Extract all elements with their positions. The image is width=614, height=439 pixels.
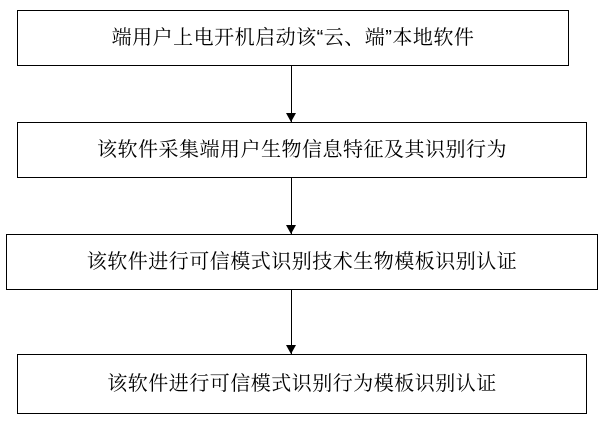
flowchart-node-step-4: [17, 354, 587, 414]
arrow-down-icon: [286, 345, 296, 354]
flowchart-node-step-3: [6, 234, 598, 290]
arrow-down-icon: [286, 225, 296, 234]
flowchart-node-step-2: [17, 122, 587, 178]
flowchart-node-step-1: [17, 10, 569, 66]
arrow-down-icon: [286, 113, 296, 122]
flowchart-node-label: 该软件采集端用户生物信息特征及其识别行为: [97, 139, 507, 161]
flowchart-node-label: 该软件进行可信模式识别行为模板识别认证: [107, 373, 497, 395]
flowchart-node-label: 该软件进行可信模式识别技术生物模板识别认证: [86, 251, 518, 273]
flowchart-node-label: 端用户上电开机启动该“云、端”本地软件: [111, 27, 475, 49]
